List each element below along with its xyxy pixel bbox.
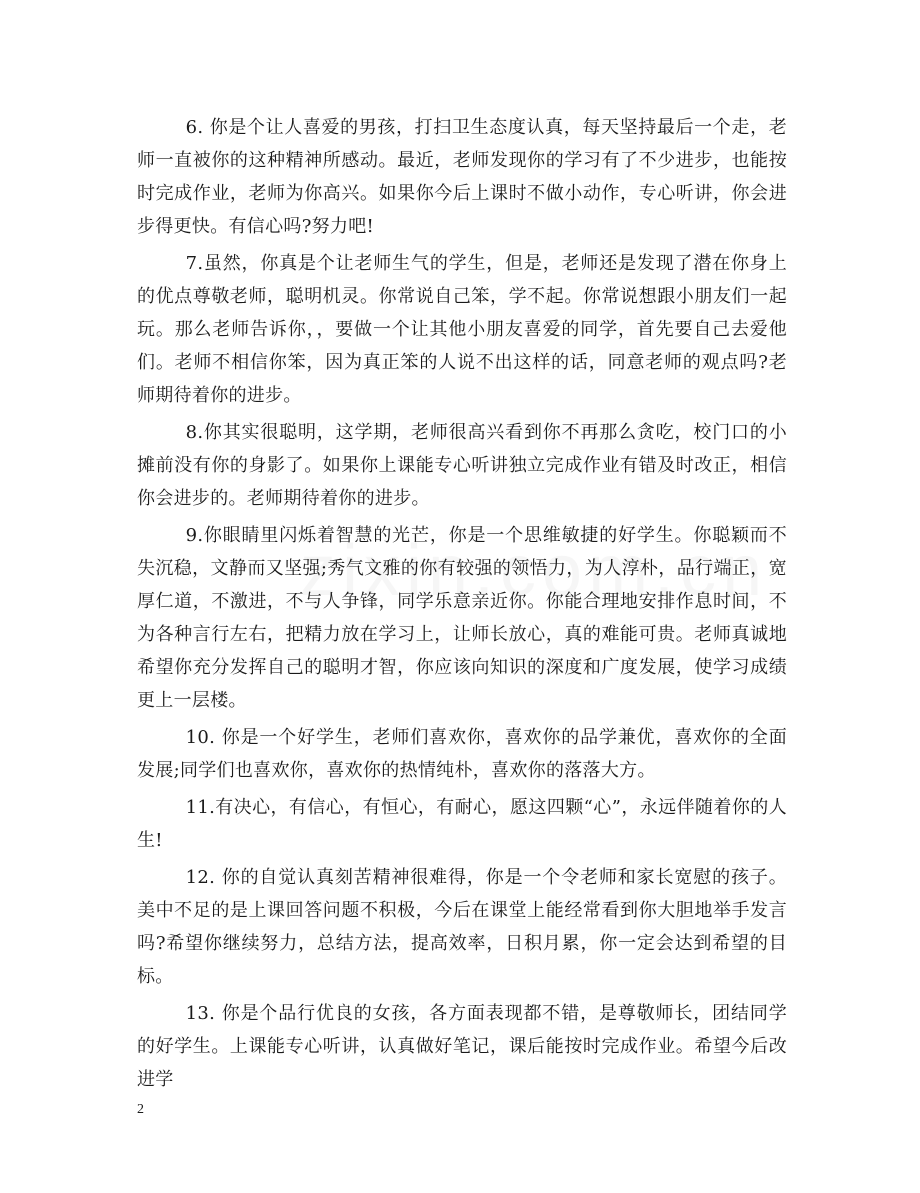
- page-number: 2: [137, 1102, 144, 1117]
- paragraph-6: 6. 你是个让人喜爱的男孩，打扫卫生态度认真，每天坚持最后一个走，老师一直被你的这种精神所感动。最近，老师发现你的学习有了不少进步，也能按时完成作业，老师为你高兴。如果你今后上课时不做小动作，专心听讲，你会进步得更快。有信心吗?努力吧!: [137, 117, 787, 237]
- paragraph-10: 10. 你是一个好学生，老师们喜欢你，喜欢你的品学兼优，喜欢你的全面发展;同学们也喜欢你，喜欢你的热情纯朴，喜欢你的落落大方。: [137, 727, 787, 781]
- paragraph-7: 7.虽然，你真是个让老师生气的学生，但是，老师还是发现了潜在你身上的优点尊敬老师，聪明机灵。你常说自己笨，学不起。你常说想跟小朋友们一起玩。那么老师告诉你，，要做一个让其他小朋友喜爱的同学，首先要自己去爱他们。老师不相信你笨，因为真正笨的人说不出这样的话，同意老师的观点吗?老师期待着你的进步。: [137, 253, 787, 406]
- document-body: [137, 111, 787, 1100]
- paragraph-13: 13. 你是个品行优良的女孩，各方面表现都不错，是尊敬师长，团结同学的好学生。上课能专心听讲，认真做好笔记，课后能按时完成作业。希望今后改进学: [137, 1003, 787, 1090]
- paragraph-8: 8.你其实很聪明，这学期，老师很高兴看到你不再那么贪吃，校门口的小摊前没有你的身影了。如果你上课能专心听讲独立完成作业有错及时改正，相信你会进步的。老师期待着你的进步。: [137, 422, 787, 509]
- paragraph-9: 9.你眼睛里闪烁着智慧的光芒，你是一个思维敏捷的好学生。你聪颖而不失沉稳，文静而又坚强;秀气文雅的你有较强的领悟力，为人淳朴，品行端正，宽厚仁道，不激进，不与人争锋，同学乐意亲近你。你能合理地安排作息时间，不为各种言行左右，把精力放在学习上，让师长放心，真的难能可贵。老师真诚地希望你充分发挥自己的聪明才智，你应该向知识的深度和广度发展，使学习成绩更上一层楼。: [137, 525, 787, 711]
- paragraph-11: 11.有决心，有信心，有恒心，有耐心，愿这四颗“心”，永远伴随着你的人生!: [137, 797, 787, 851]
- paragraph-12: 12. 你的自觉认真刻苦精神很难得，你是一个令老师和家长宽慰的孩子。美中不足的是上课回答问题不积极，今后在课堂上能经常看到你大胆地举手发言吗?希望你继续努力，总结方法，提高效率，日积月累，你一定会达到希望的目标。: [137, 867, 787, 987]
